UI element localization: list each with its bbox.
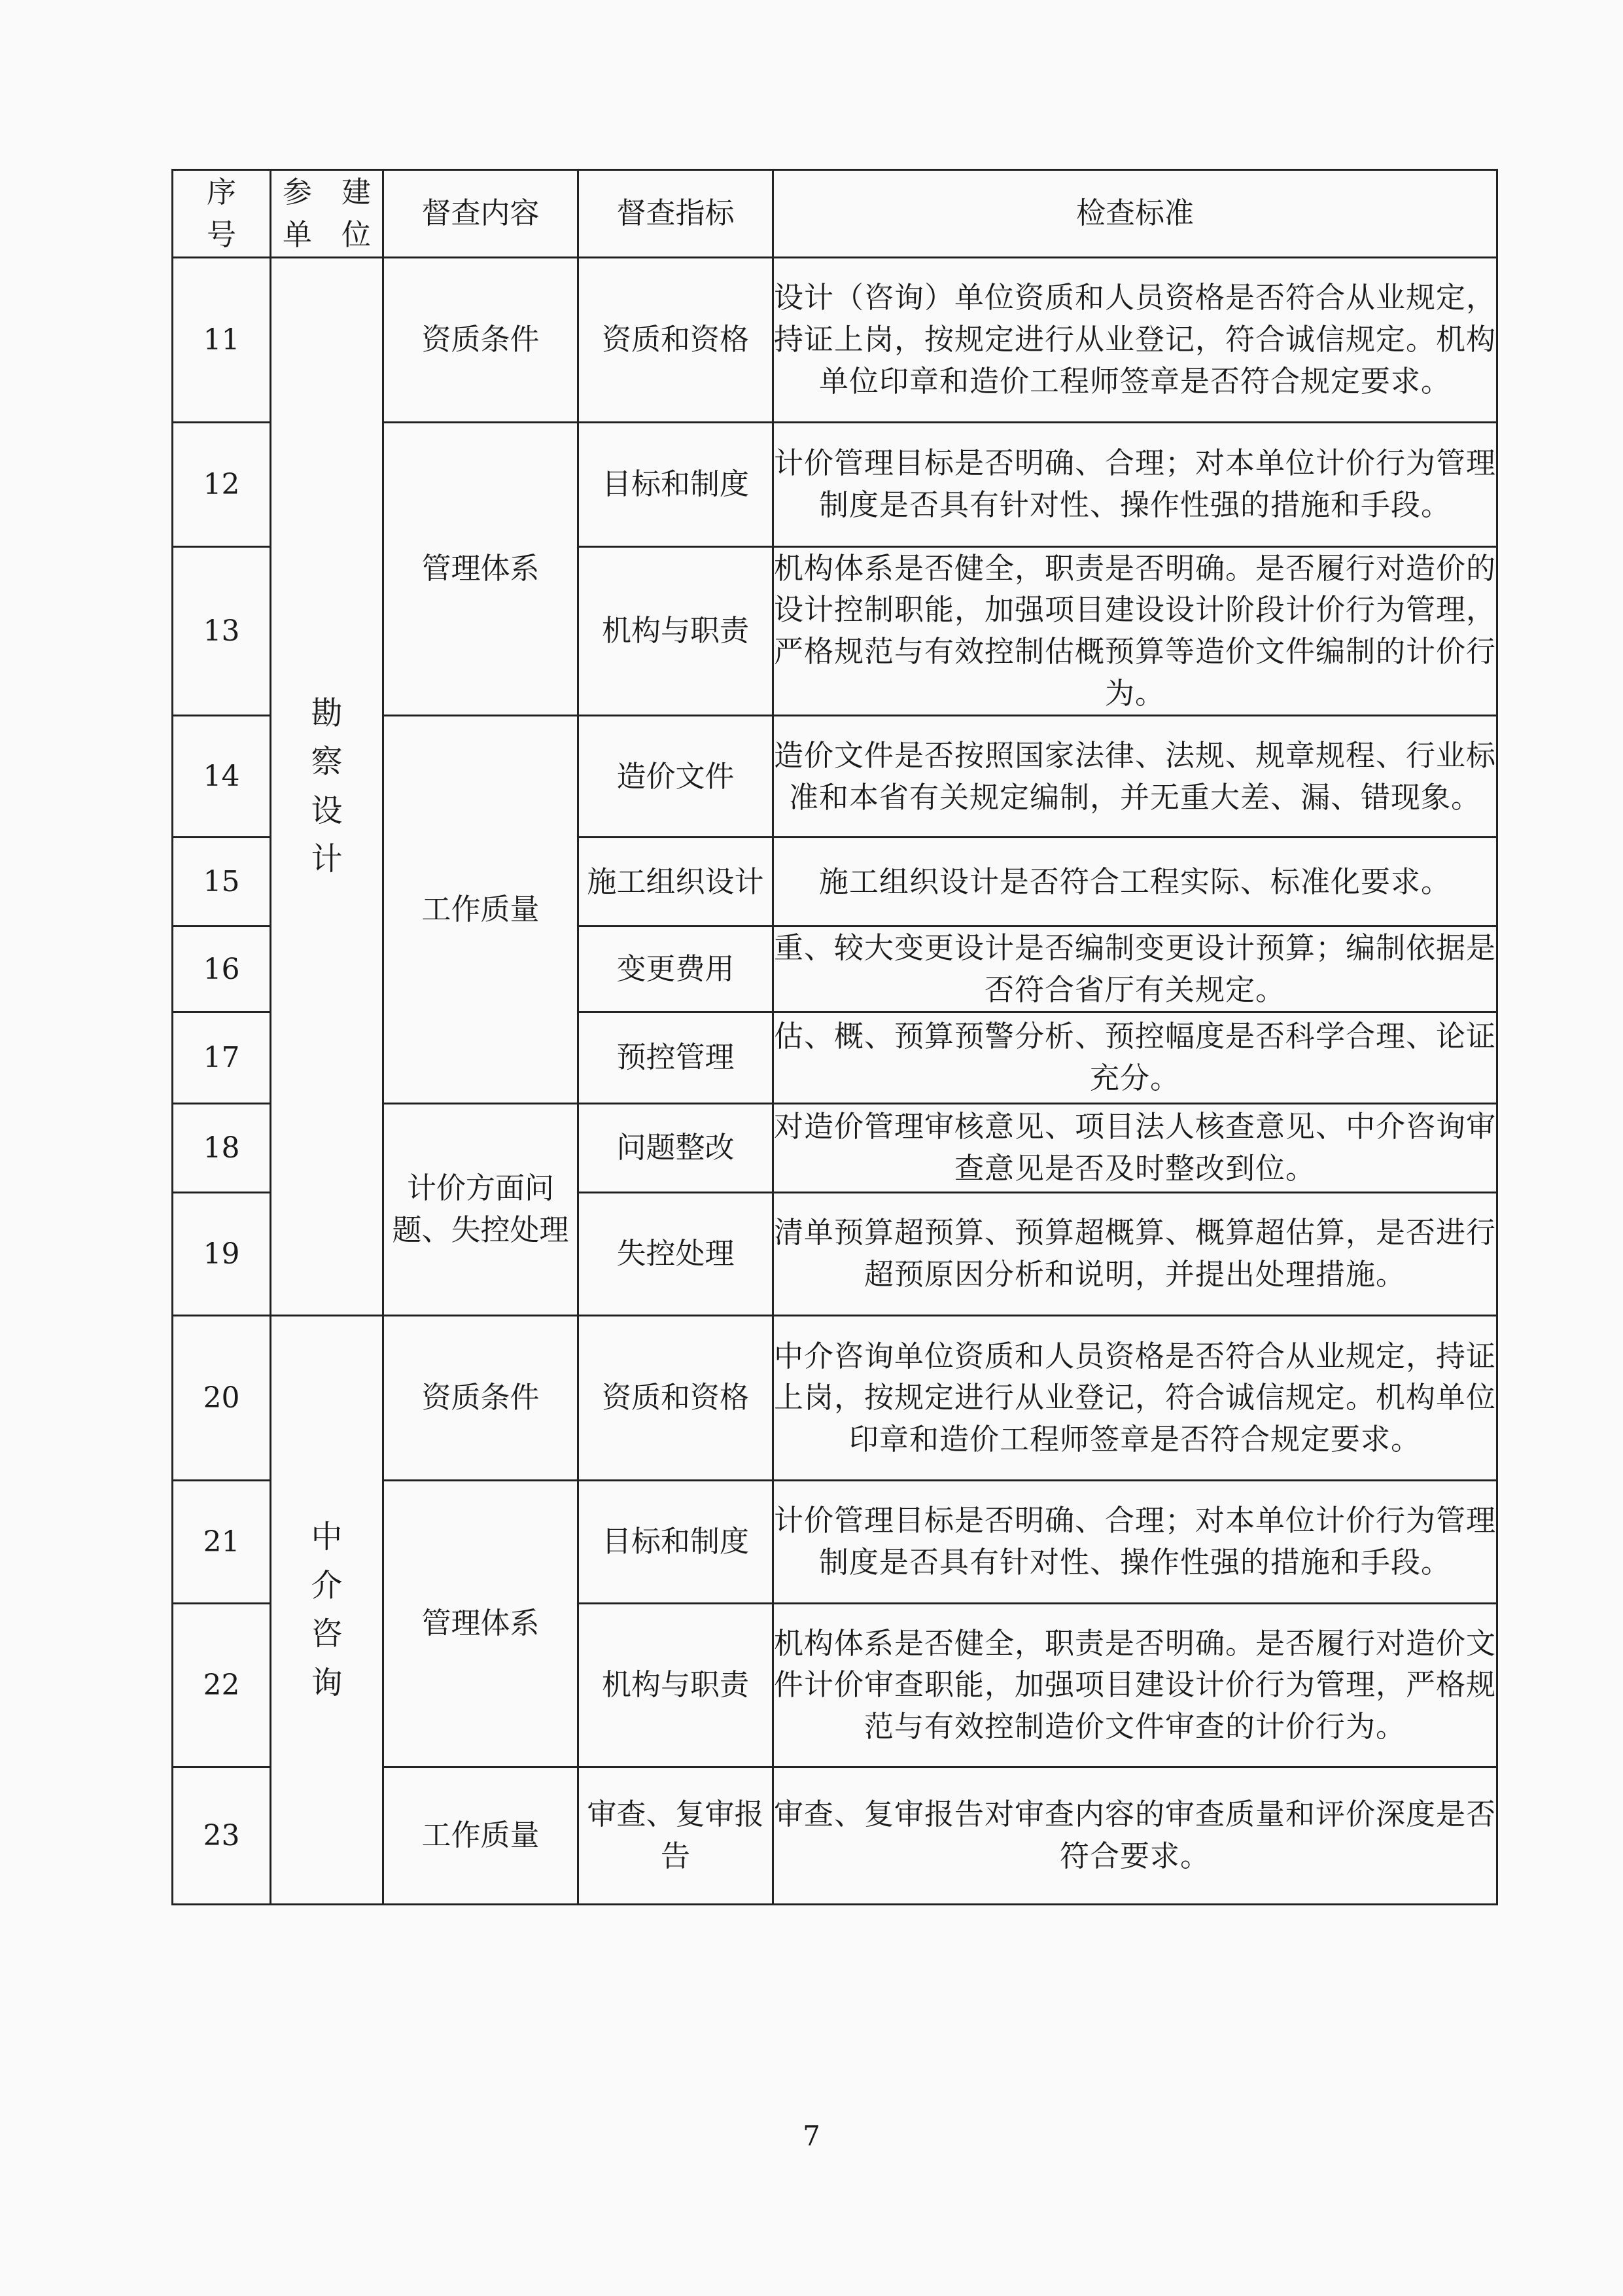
content-cell: 管理体系 — [383, 1480, 578, 1767]
seq-cell: 13 — [173, 546, 271, 716]
indicator-cell: 资质和资格 — [578, 257, 773, 422]
header-seq-line1: 序 — [206, 175, 236, 209]
indicator-cell: 审查、复审报告 — [578, 1767, 773, 1904]
table-row — [173, 1315, 1497, 1480]
standard-cell: 对造价管理审核意见、项目法人核查意见、中介咨询审查意见是否及时整改到位。 — [773, 1103, 1497, 1192]
header-standard: 检查标准 — [773, 170, 1497, 258]
header-content: 督查内容 — [383, 170, 578, 258]
standard-cell: 计价管理目标是否明确、合理；对本单位计价行为管理制度是否具有针对性、操作性强的措施和手段。 — [773, 422, 1497, 546]
seq-cell: 17 — [173, 1012, 271, 1103]
seq-cell: 15 — [173, 838, 271, 927]
header-indicator: 督查指标 — [578, 170, 773, 258]
seq-cell: 20 — [173, 1315, 271, 1480]
standard-cell: 机构体系是否健全，职责是否明确。是否履行对造价的设计控制职能，加强项目建设设计阶段计价行为管理，严格规范与有效控制估概预算等造价文件编制的计价行为。 — [773, 546, 1497, 716]
standard-cell: 中介咨询单位资质和人员资格是否符合从业规定，持证上岗，按规定进行从业登记，符合诚信规定。机构单位印章和造价工程师签章是否符合规定要求。 — [773, 1315, 1497, 1480]
seq-cell: 12 — [173, 422, 271, 546]
standard-cell: 估、概、预算预警分析、预控幅度是否科学合理、论证充分。 — [773, 1012, 1497, 1103]
header-unit-line2: 单 位 — [282, 217, 371, 253]
indicator-cell: 机构与职责 — [578, 1603, 773, 1767]
header-seq — [173, 170, 271, 258]
content-cell: 资质条件 — [383, 1315, 578, 1480]
standard-cell: 重、较大变更设计是否编制变更设计预算；编制依据是否符合省厅有关规定。 — [773, 927, 1497, 1012]
standard-cell: 施工组织设计是否符合工程实际、标准化要求。 — [773, 838, 1497, 927]
seq-cell: 22 — [173, 1603, 271, 1767]
standard-cell: 计价管理目标是否明确、合理；对本单位计价行为管理制度是否具有针对性、操作性强的措施和手段。 — [773, 1480, 1497, 1603]
unit-intermediary-consult-label: 中介咨询 — [311, 1518, 343, 1701]
indicator-cell: 造价文件 — [578, 716, 773, 838]
seq-cell: 19 — [173, 1192, 271, 1315]
seq-cell: 14 — [173, 716, 271, 838]
standard-cell: 设计（咨询）单位资质和人员资格是否符合从业规定，持证上岗，按规定进行从业登记，符合诚信规定。机构单位印章和造价工程师签章是否符合规定要求。 — [773, 257, 1497, 422]
unit-survey-design — [271, 257, 383, 1315]
indicator-cell: 施工组织设计 — [578, 838, 773, 927]
header-unit-line1: 参 建 — [282, 175, 371, 209]
unit-survey-design-label: 勘察设计 — [311, 694, 343, 878]
page-number: 7 — [803, 2120, 820, 2152]
seq-cell: 18 — [173, 1103, 271, 1192]
content-cell: 工作质量 — [383, 1767, 578, 1904]
indicator-cell: 目标和制度 — [578, 422, 773, 546]
indicator-cell: 资质和资格 — [578, 1315, 773, 1480]
table-row — [173, 257, 1497, 422]
seq-cell: 11 — [173, 257, 271, 422]
standard-cell: 造价文件是否按照国家法律、法规、规章规程、行业标准和本省有关规定编制，并无重大差、漏、错现象。 — [773, 716, 1497, 838]
inspection-table — [171, 169, 1498, 1905]
unit-intermediary-consult — [271, 1315, 383, 1904]
seq-cell: 21 — [173, 1480, 271, 1603]
indicator-cell: 目标和制度 — [578, 1480, 773, 1603]
content-cell: 工作质量 — [383, 716, 578, 1104]
indicator-cell: 变更费用 — [578, 927, 773, 1012]
content-cell: 管理体系 — [383, 422, 578, 716]
header-unit — [271, 170, 383, 258]
seq-cell: 16 — [173, 927, 271, 1012]
table-header-row — [173, 170, 1497, 258]
content-cell: 资质条件 — [383, 257, 578, 422]
content-cell: 计价方面问题、失控处理 — [383, 1103, 578, 1315]
standard-cell: 机构体系是否健全，职责是否明确。是否履行对造价文件计价审查职能，加强项目建设计价行为管理，严格规范与有效控制造价文件审查的计价行为。 — [773, 1603, 1497, 1767]
seq-cell: 23 — [173, 1767, 271, 1904]
standard-cell: 审查、复审报告对审查内容的审查质量和评价深度是否符合要求。 — [773, 1767, 1497, 1904]
indicator-cell: 失控处理 — [578, 1192, 773, 1315]
indicator-cell: 预控管理 — [578, 1012, 773, 1103]
standard-cell: 清单预算超预算、预算超概算、概算超估算，是否进行超预原因分析和说明，并提出处理措施。 — [773, 1192, 1497, 1315]
indicator-cell: 机构与职责 — [578, 546, 773, 716]
header-seq-line2: 号 — [206, 217, 236, 253]
indicator-cell: 问题整改 — [578, 1103, 773, 1192]
